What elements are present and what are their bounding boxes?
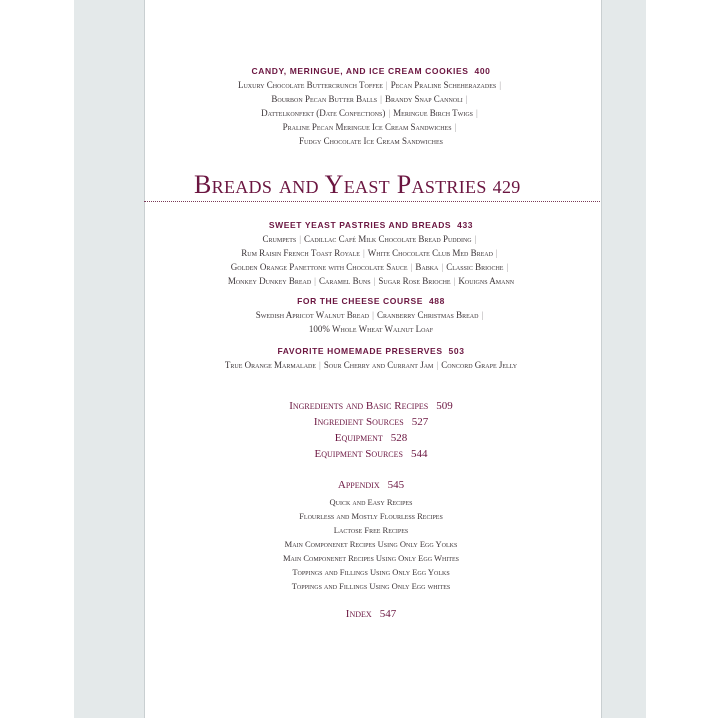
toc-line — [196, 92, 546, 106]
separator: | — [481, 310, 484, 320]
section-appendix — [196, 477, 546, 593]
chapter-title-text: Breads and Yeast Pastries — [194, 170, 487, 199]
index-entry[interactable]: Index 547 — [345, 608, 397, 620]
section-heading: CANDY, MERINGUE, AND ICE CREAM COOKIES 400 — [251, 66, 491, 76]
separator: | — [436, 360, 439, 370]
toc-line — [190, 274, 552, 288]
separator: | — [465, 94, 468, 104]
section-heading: FAVORITE HOMEMADE PRESERVES 503 — [277, 346, 465, 356]
toc-entry[interactable]: Dattelkonfekt (Date Confections) — [261, 108, 386, 118]
appendix-item[interactable]: Toppings and Fillings Using Only Egg whites — [291, 581, 451, 591]
toc-entry[interactable]: 100% Whole Wheat Walnut Loaf — [308, 324, 434, 334]
separator: | — [495, 248, 498, 258]
dotted-rule — [144, 201, 600, 202]
toc-major-entry[interactable]: Equipment 528 — [334, 432, 408, 444]
toc-line — [190, 232, 552, 246]
section-cheese — [196, 296, 546, 336]
section-sweet-yeast — [190, 220, 552, 288]
left-margin — [74, 0, 144, 718]
toc-major-entry[interactable]: Ingredient Sources 527 — [313, 416, 429, 428]
toc-line — [196, 120, 546, 134]
chapter-title[interactable] — [194, 170, 521, 200]
separator: | — [299, 234, 302, 244]
separator: | — [362, 248, 365, 258]
appendix-title[interactable]: Appendix 545 — [337, 479, 405, 491]
toc-entry[interactable]: Meringue Birch Twigs — [393, 108, 473, 118]
appendix-item[interactable]: Main Componenet Recipes Using Only Egg Yolks — [284, 539, 458, 549]
toc-major-entry[interactable]: Equipment Sources 544 — [314, 448, 428, 460]
section-heading: FOR THE CHEESE COURSE 488 — [297, 296, 445, 306]
section-back-matter — [196, 398, 546, 462]
section-candy — [196, 66, 546, 148]
toc-line — [196, 322, 546, 336]
appendix-item[interactable]: Toppings and Fillings Using Only Egg Yolks — [292, 567, 450, 577]
toc-entry[interactable]: Brandy Snap Cannoli — [384, 94, 463, 104]
toc-line — [196, 106, 546, 120]
toc-entry[interactable]: Crumpets — [262, 234, 297, 244]
separator: | — [499, 80, 502, 90]
toc-line — [196, 308, 546, 322]
separator: | — [319, 360, 321, 370]
toc-entry[interactable]: Praline Pecan Meringue Ice Cream Sandwiches — [282, 122, 452, 132]
separator: | — [476, 108, 478, 118]
toc-entry[interactable]: Concord Grape Jelly — [441, 360, 518, 370]
toc-entry[interactable]: True Orange Marmalade — [224, 360, 317, 370]
separator: | — [380, 94, 382, 104]
appendix-item[interactable]: Quick and Easy Recipes — [329, 497, 413, 507]
toc-entry[interactable]: Swedish Apricot Walnut Bread — [255, 310, 370, 320]
appendix-item[interactable]: Main Componenet Recipes Using Only Egg Whites — [282, 553, 460, 563]
toc-line — [190, 246, 552, 260]
toc-line — [196, 134, 546, 148]
toc-entry[interactable]: Bourbon Pecan Butter Balls — [271, 94, 378, 104]
separator: | — [373, 276, 376, 286]
appendix-item[interactable]: Flourless and Mostly Flourless Recipes — [299, 511, 443, 521]
separator: | — [441, 262, 444, 272]
toc-entry[interactable]: Pecan Praline Scheherazades — [390, 80, 497, 90]
toc-entry[interactable]: Sugar Rose Brioche — [378, 276, 451, 286]
toc-entry[interactable]: Sour Cherry and Currant Jam — [323, 360, 434, 370]
toc-entry[interactable]: Classic Brioche — [446, 262, 504, 272]
toc-entry[interactable]: Golden Orange Panettone with Chocolate Sauce — [230, 262, 408, 272]
toc-line — [190, 358, 552, 372]
toc-line — [190, 260, 552, 274]
toc-entry[interactable]: White Chocolate Club Med Bread — [367, 248, 493, 258]
toc-entry[interactable]: Cranberry Christmas Bread — [376, 310, 479, 320]
toc-entry[interactable]: Luxury Chocolate Buttercrunch Toffee — [237, 80, 383, 90]
toc-line — [196, 78, 546, 92]
separator: | — [453, 276, 456, 286]
separator: | — [385, 80, 388, 90]
separator: | — [410, 262, 413, 272]
separator: | — [454, 122, 457, 132]
toc-entry[interactable]: Caramel Buns — [318, 276, 371, 286]
separator: | — [372, 310, 374, 320]
right-margin — [600, 0, 646, 718]
separator: | — [474, 234, 477, 244]
section-preserves — [190, 346, 552, 372]
separator: | — [388, 108, 391, 118]
chapter-page: 429 — [492, 177, 521, 197]
separator: | — [314, 276, 316, 286]
toc-entry[interactable]: Monkey Dunkey Bread — [227, 276, 312, 286]
toc-entry[interactable]: Cadillac Café Milk Chocolate Bread Pudding — [304, 234, 472, 244]
toc-entry[interactable]: Babka — [415, 262, 439, 272]
toc-entry[interactable]: Rum Raisin French Toast Royale — [241, 248, 360, 258]
section-heading: SWEET YEAST PASTRIES AND BREADS 433 — [268, 220, 474, 230]
separator: | — [506, 262, 509, 272]
appendix-item[interactable]: Lactose Free Recipes — [333, 525, 409, 535]
toc-major-entry[interactable]: Ingredients and Basic Recipes 509 — [289, 400, 453, 412]
toc-entry[interactable]: Fudgy Chocolate Ice Cream Sandwiches — [298, 136, 443, 146]
toc-entry[interactable]: Kouigns Amann — [458, 276, 515, 286]
section-index — [196, 606, 546, 622]
